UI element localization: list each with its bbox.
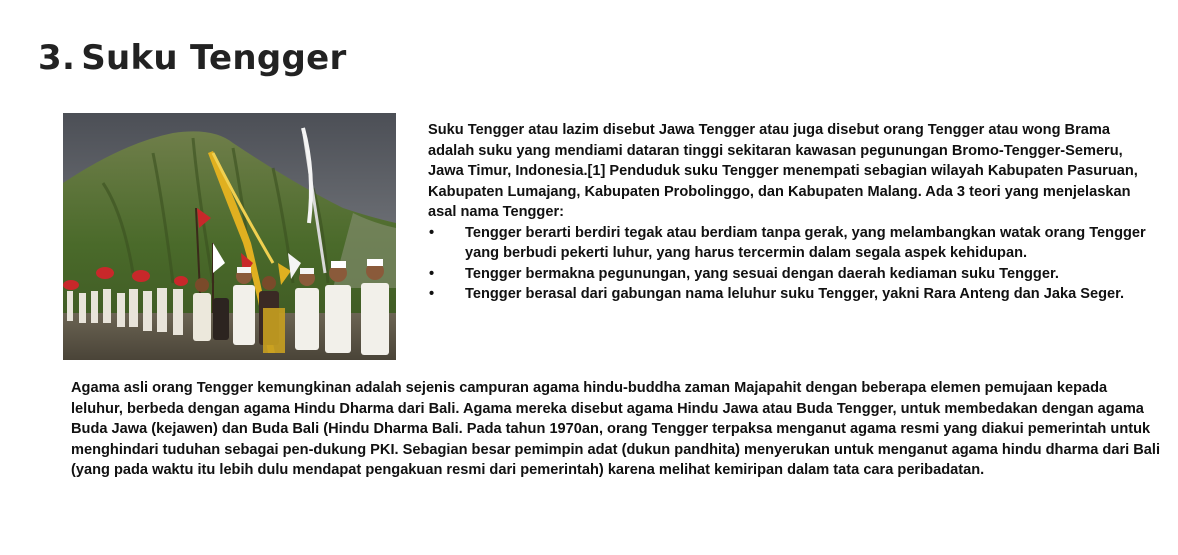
bullet-icon: • — [429, 224, 435, 241]
theory-text: Tengger bermakna pegunungan, yang sesuai dengan daerah kediaman suku Tengger. — [465, 265, 1059, 282]
procession-photo — [63, 113, 396, 360]
name-theories-list — [428, 223, 1153, 305]
page-title — [38, 38, 347, 78]
section-title: Suku Tengger — [81, 38, 347, 78]
theory-text: Tengger berasal dari gabungan nama leluhur suku Tengger, yakni Rara Anteng dan Jaka Seger. — [465, 286, 1125, 302]
intro-section — [428, 120, 1153, 305]
bullet-icon: • — [429, 286, 435, 302]
list-item — [428, 284, 1153, 305]
intro-paragraph: Suku Tengger atau lazim disebut Jawa Tengger atau juga disebut orang Tengger atau wong Brama adalah suku yang mendiami dataran tinggi sekitaran kawasan pegunungan Bromo-Tengger-Semeru, Jawa Timur, Indonesia.[1] Penduduk suku Tengger menempati sebagian wilayah Kabupaten Pasuruan, Kabupaten Lumajang, Kabupaten Probolinggo, dan Kabupaten Malang. Ada 3 teori yang menjelaskan asal nama Tengger: — [428, 122, 1138, 220]
section-number: 3. — [38, 38, 76, 78]
bullet-icon: • — [429, 265, 435, 282]
religion-paragraph: Agama asli orang Tengger kemungkinan adalah sejenis campuran agama hindu-buddha zaman Majapahit dengan beberapa elemen pemujaan kepada leluhur, berbeda dengan agama Hindu Dharma dari Bali. Agama mereka disebut agama Hindu Jawa atau Buda Tengger, untuk membedakan dengan agama Buda Jawa (kejawen) dan Buda Bali (Hindu Dharma Bali. Pada tahun 1970an, orang Tengger terpaksa menganut agama resmi yang diakui pemerintah untuk menghindari tuduhan sebagai pen-dukung PKI. Sebagian besar pemimpin adat (dukun pandhita) menyerukan untuk menganut agama hindu dharma dari Bali (yang pada waktu itu lebih dulu mendapat pengakuan resmi dari pemerintah) karena melihat kemiripan dalam tata cara peribadatan. — [71, 380, 1161, 478]
theory-text: Tengger berarti berdiri tegak atau berdiam tanpa gerak, yang melambangkan watak orang Tengger yang berbudi pekerti luhur, yang harus tercermin dalam segala aspek kehidupan. — [465, 224, 1146, 261]
list-item — [428, 264, 1153, 285]
list-item — [428, 223, 1153, 264]
